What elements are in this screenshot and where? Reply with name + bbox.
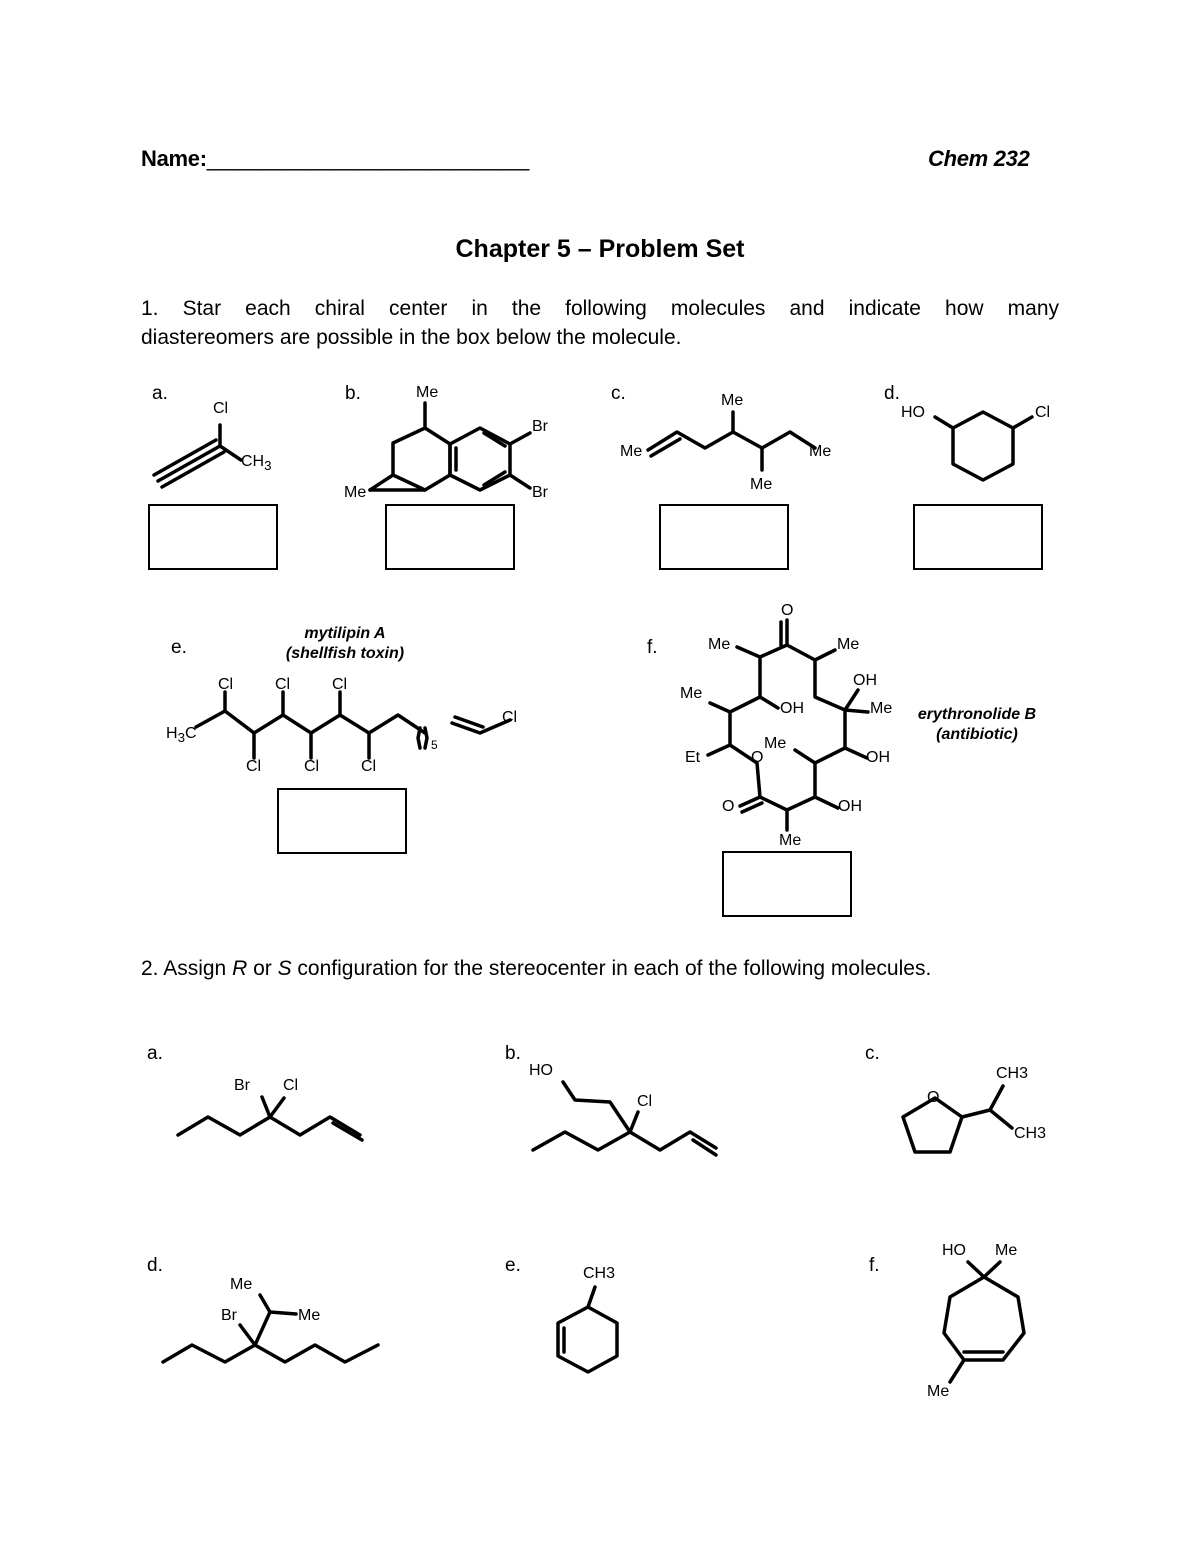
answer-box-1f[interactable] — [722, 851, 852, 917]
name-line: ___________________________ — [206, 146, 530, 171]
atom-label: OH — [780, 700, 804, 717]
atom-label: Cl — [332, 676, 348, 693]
item-2d-label: d. — [147, 1255, 163, 1276]
atom-label: OH — [838, 798, 862, 815]
molecule-1a-bonds — [154, 425, 241, 487]
atom-label: CH3 — [1014, 1125, 1047, 1142]
atom-label: Et — [685, 749, 701, 766]
molecule-2a-bonds — [178, 1097, 362, 1140]
item-2e-label: e. — [505, 1255, 521, 1276]
item-2f-label: f. — [869, 1255, 880, 1276]
answer-box-1d[interactable] — [913, 504, 1043, 570]
atom-label: Cl — [1035, 404, 1051, 421]
caption-1f-line-1: erythronolide B — [917, 706, 1037, 723]
atom-label: Me — [721, 392, 744, 409]
atom-label: O — [722, 798, 735, 815]
atom-label: Me — [927, 1383, 950, 1400]
item-1b-label: b. — [345, 383, 361, 404]
molecule-1e-bonds — [196, 692, 510, 758]
atom-label: Br — [221, 1307, 237, 1324]
molecule-1d-bonds — [935, 412, 1032, 480]
atom-label: Me — [750, 476, 773, 493]
atom-label: CH3 — [996, 1065, 1029, 1082]
atom-label: Me — [298, 1307, 321, 1324]
answer-box-1a[interactable] — [148, 504, 278, 570]
atom-label: O — [781, 602, 794, 619]
atom-label: Cl — [637, 1093, 653, 1110]
atom-label: Br — [532, 418, 548, 435]
course-code: Chem 232 — [928, 146, 1030, 171]
atom-label: O — [751, 749, 764, 766]
atom-label: Cl — [304, 758, 320, 775]
atom-label: Me — [809, 443, 832, 460]
atom-label: Me — [708, 636, 731, 653]
atom-label: Me — [680, 685, 703, 702]
item-1c-label: c. — [611, 383, 626, 404]
answer-box-1b[interactable] — [385, 504, 515, 570]
question-1-line-1: 1. Star each chiral center in the following molecules and indicate how many — [141, 297, 1059, 320]
answer-box-1c[interactable] — [659, 504, 789, 570]
question-1-line-2: diastereomers are possible in the box below the molecule. — [141, 326, 682, 349]
item-2c-label: c. — [865, 1043, 880, 1064]
item-1d-label: d. — [884, 383, 900, 404]
item-1a-label: a. — [152, 383, 168, 404]
molecule-1b-bonds — [370, 403, 530, 490]
atom-label: HO — [529, 1062, 553, 1079]
atom-label: Me — [779, 832, 802, 849]
atom-label: OH — [853, 672, 877, 689]
atom-label: Br — [234, 1077, 250, 1094]
atom-label: Br — [532, 484, 548, 501]
atom-label: Me — [344, 484, 367, 501]
item-1e-label: e. — [171, 637, 187, 658]
item-2b-label: b. — [505, 1043, 521, 1064]
question-2-text: 2. Assign R or S configuration for the stereocenter in each of the following molecules. — [141, 957, 932, 980]
atom-label: Cl — [283, 1077, 299, 1094]
atom-label: Cl — [246, 758, 262, 775]
atom-label: Me — [230, 1276, 253, 1293]
item-2a-label: a. — [147, 1043, 163, 1064]
molecule-2d-bonds — [163, 1295, 378, 1362]
answer-box-1e[interactable] — [277, 788, 407, 854]
atom-label: Me — [620, 443, 643, 460]
atom-label: Cl — [361, 758, 377, 775]
atom-label: Cl — [218, 676, 234, 693]
atom-label: $H_3C$ — [166, 725, 197, 746]
caption-1e-line-2: (shellfish toxin) — [285, 645, 405, 662]
atom-label: Cl — [213, 400, 229, 417]
atom-label: 5 — [431, 738, 438, 752]
atom-label: O — [927, 1089, 940, 1106]
atom-label: Me — [870, 700, 893, 717]
atom-label: Cl — [502, 709, 518, 726]
molecule-2b-bonds — [533, 1082, 716, 1155]
atom-label: Me — [416, 384, 439, 401]
caption-1e-line-1: mytilipin A — [304, 625, 386, 642]
atom-label: Cl — [275, 676, 291, 693]
atom-label: CH3 — [583, 1265, 616, 1282]
atom-label: Me — [837, 636, 860, 653]
atom-label: HO — [901, 404, 925, 421]
atom-label: Me — [995, 1242, 1018, 1259]
molecule-2e-bonds — [558, 1287, 617, 1372]
atom-label: HO — [942, 1242, 966, 1259]
atom-label: OH — [866, 749, 890, 766]
molecule-2f-bonds — [944, 1262, 1024, 1382]
molecule-2c-bonds — [903, 1086, 1012, 1152]
page-title: Chapter 5 – Problem Set — [455, 235, 745, 263]
name-label: Name: — [141, 146, 207, 171]
atom-label: Me — [764, 735, 787, 752]
item-1f-label: f. — [647, 637, 658, 658]
molecule-1c-bonds — [648, 412, 815, 470]
caption-1f-line-2: (antibiotic) — [936, 726, 1018, 743]
atom-label: $CH_3$ — [241, 453, 272, 474]
